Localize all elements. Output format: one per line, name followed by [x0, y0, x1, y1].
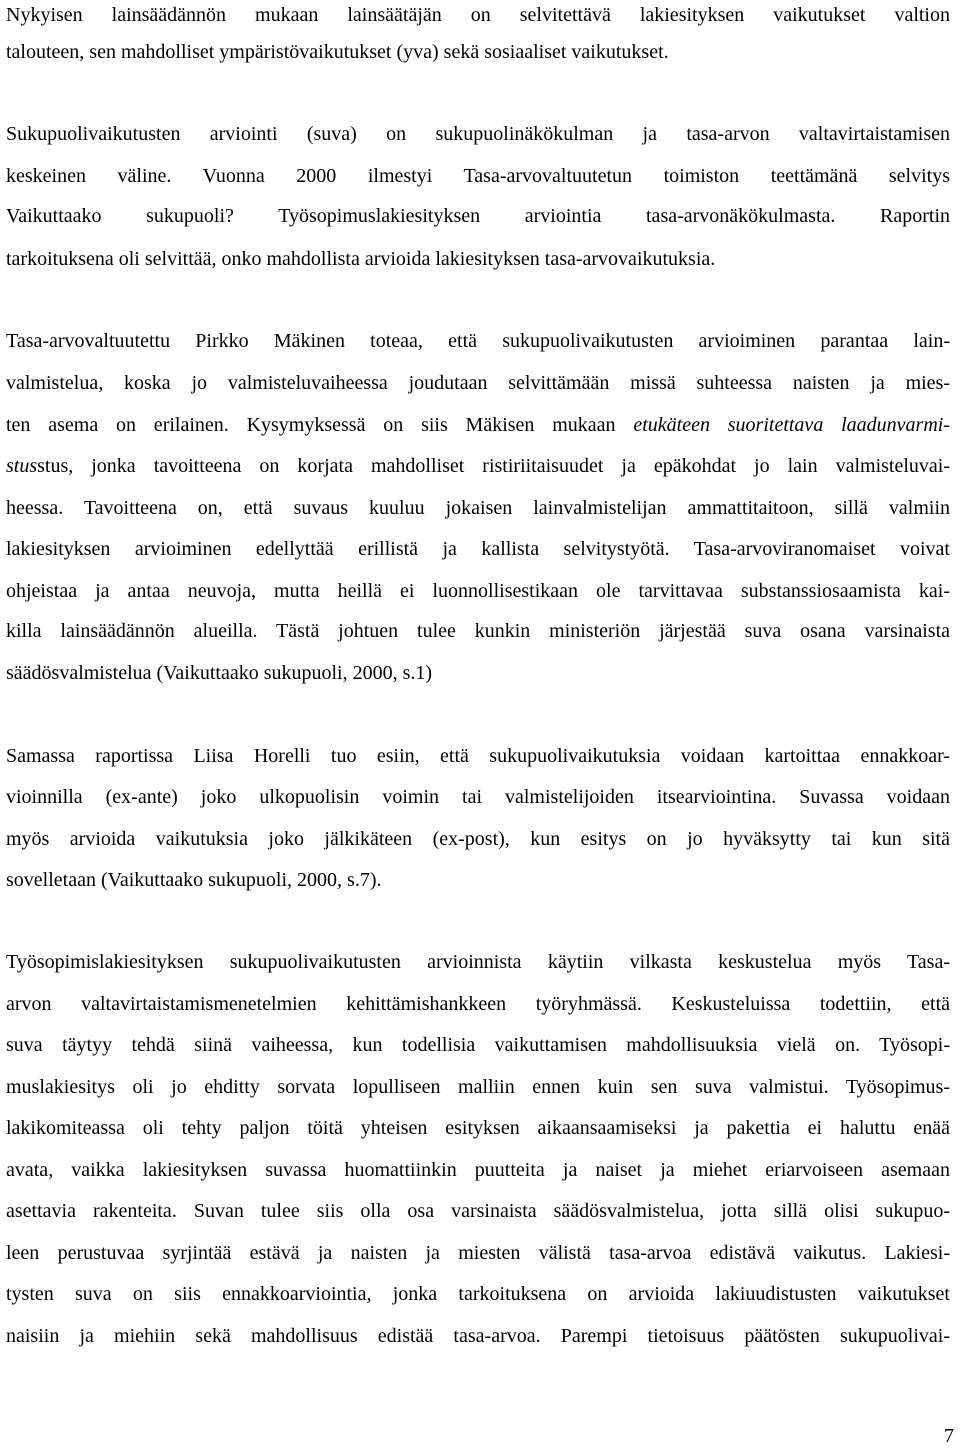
text-line: asettavia rakenteita. Suvan tulee siis olla osa varsinaista säädösvalmistelua, jotta sillä olisi sukupuo-: [6, 1200, 950, 1222]
text-line: arvon valtavirtaistamismenetelmien kehittämishankkeen työryhmässä. Keskusteluissa todettiin, että: [6, 993, 950, 1015]
text-line: sovelletaan (Vaikuttaako sukupuoli, 2000, s.7).: [6, 869, 382, 891]
text-line: tysten suva on siis ennakkoarviointia, jonka tarkoituksena on arvioida lakiuudistusten vaikutukset: [6, 1283, 950, 1305]
text-line: talouteen, sen mahdolliset ympäristövaikutukset (yva) sekä sosiaaliset vaikutukset.: [6, 41, 669, 63]
text-line: Nykyisen lainsäädännön mukaan lainsäätäjän on selvitettävä lakiesityksen vaikutukset valtion: [6, 4, 950, 26]
text-line: [6, 410, 950, 440]
text-line: leen perustuvaa syrjintää estävä ja naisten ja miesten välistä tasa-arvoa edistävä vaikutus. Lakiesi-: [6, 1242, 950, 1264]
text-line: ohjeistaa ja antaa neuvoja, mutta heillä ei luonnollisestikaan ole tarvittavaa substanssiosaamista kai-: [6, 580, 950, 602]
text-line: tarkoituksena oli selvittää, onko mahdollista arvioida lakiesityksen tasa-arvovaikutuksia.: [6, 248, 716, 270]
page-number: 7: [944, 1425, 954, 1447]
text-line-plain: stus, jonka tavoitteena on korjata mahdolliset ristiriitaisuudet ja epäkohdat jo lain valmisteluvai-: [37, 455, 950, 477]
text-line: naisiin ja miehiin sekä mahdollisuus edistää tasa-arvoa. Parempi tietoisuus päätösten sukupuolivai-: [6, 1325, 950, 1347]
text-line: vioinnilla (ex-ante) joko ulkopuolisin voimin tai valmistelijoiden itsearviointina. Suvassa voidaan: [6, 786, 950, 808]
text-line: avata, vaikka lakiesityksen suvassa huomattiinkin puutteita ja naiset ja miehet eriarvoiseen asemaan: [6, 1159, 950, 1181]
text-line: muslakiesitys oli jo ehditty sorvata lopulliseen malliin ennen kuin sen suva valmistui. Työsopimus-: [6, 1076, 950, 1098]
text-line: Työsopimislakiesityksen sukupuolivaikutusten arvioinnista käytiin vilkasta keskustelua myös Tasa-: [6, 951, 950, 973]
text-line-plain: ten asema on erilainen. Kysymyksessä on siis Mäkisen mukaan: [6, 414, 634, 436]
text-line: killa lainsäädännön alueilla. Tästä johtuen tulee kunkin ministeriön järjestää suva osana varsinaista: [6, 620, 950, 642]
text-line: lakiesityksen arvioiminen edellyttää erillistä ja kallista selvitystyötä. Tasa-arvoviranomaiset voivat: [6, 538, 950, 560]
text-line: lakikomiteassa oli tehty paljon töitä yhteisen esityksen aikaansaamiseksi ja pakettia ei haluttu enää: [6, 1117, 950, 1139]
text-line: keskeinen väline. Vuonna 2000 ilmestyi Tasa-arvovaltuutetun toimiston teettämänä selvitys: [6, 165, 950, 187]
text-line: myös arvioida vaikutuksia joko jälkikäteen (ex-post), kun esitys on jo hyväksytty tai kun sitä: [6, 828, 950, 850]
text-line: heessa. Tavoitteena on, että suvaus kuuluu jokaisen lainvalmistelijan ammattitaitoon, sillä valmiin: [6, 497, 950, 519]
text-line: suva täytyy tehdä siinä vaiheessa, kun todellisia vaikuttamisen mahdollisuuksia vielä on. Työsopi-: [6, 1034, 950, 1056]
italic-phrase: etukäteen suoritettava laadunvarmi-: [633, 414, 950, 436]
text-line: Samassa raportissa Liisa Horelli tuo esiin, että sukupuolivaikutuksia voidaan kartoittaa ennakkoar-: [6, 745, 950, 767]
text-line: Vaikuttaako sukupuoli? Työsopimuslakiesityksen arviointia tasa-arvonäkökulmasta. Raportin: [6, 205, 950, 227]
text-line: säädösvalmistelua (Vaikuttaako sukupuoli, 2000, s.1): [6, 662, 433, 684]
text-line: valmistelua, koska jo valmisteluvaiheessa joudutaan selvittämään missä suhteessa naisten ja mies-: [6, 372, 950, 394]
text-line: Sukupuolivaikutusten arviointi (suva) on sukupuolinäkökulman ja tasa-arvon valtavirtaistamisen: [6, 123, 950, 145]
text-line: [6, 451, 950, 481]
text-line: Tasa-arvovaltuutettu Pirkko Mäkinen toteaa, että sukupuolivaikutusten arvioiminen parantaa lain-: [6, 330, 950, 352]
italic-phrase: stus: [6, 455, 38, 477]
